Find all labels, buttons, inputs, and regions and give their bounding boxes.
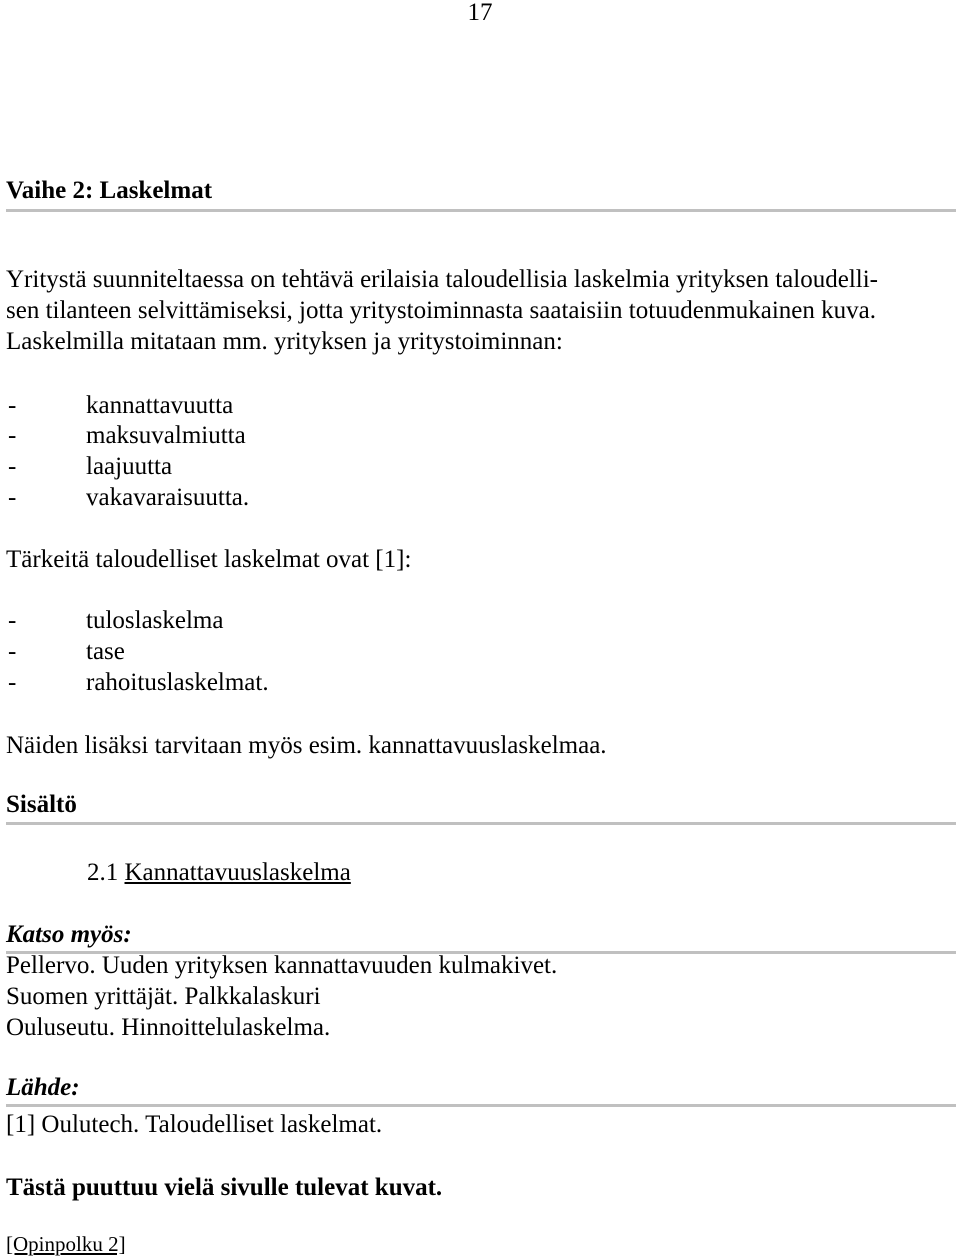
contents-title: Sisältö: [6, 791, 77, 818]
see-also-item[interactable]: Ouluseutu. Hinnoittelulaskelma.: [6, 1014, 331, 1041]
sources-divider: [6, 1104, 956, 1107]
source-item[interactable]: [1] Oulutech. Taloudelliset laskelmat.: [6, 1111, 383, 1138]
list-bullet: -: [8, 638, 17, 665]
contents-item-number: 2.1: [87, 859, 119, 886]
list-bullet: -: [8, 422, 17, 449]
list-bullet: -: [8, 453, 17, 480]
missing-images-note: Tästä puuttuu vielä sivulle tulevat kuvat.: [6, 1174, 443, 1201]
list-item-text: tuloslaskelma: [86, 607, 224, 634]
list-item-text: kannattavuutta: [86, 392, 234, 419]
intro-line: Laskelmilla mitataan mm. yrityksen ja yritystoiminnan:: [6, 328, 563, 355]
list-bullet: -: [8, 392, 17, 419]
intro-line: Yritystä suunniteltaessa on tehtävä erilaisia taloudellisia laskelmia yrityksen taloudelli-: [6, 266, 878, 293]
intro-line: sen tilanteen selvittämiseksi, jotta yritystoiminnasta saataisiin totuudenmukainen kuva.: [6, 297, 876, 324]
list-item-text: rahoituslaskelmat.: [86, 669, 269, 696]
list-item-text: maksuvalmiutta: [86, 422, 246, 449]
additional-note: Näiden lisäksi tarvitaan myös esim. kannattavuuslaskelmaa.: [6, 732, 607, 759]
important-intro: Tärkeitä taloudelliset laskelmat ovat [1]:: [6, 546, 412, 573]
list-bullet: -: [8, 607, 17, 634]
see-also-item[interactable]: Suomen yrittäjät. Palkkalaskuri: [6, 983, 321, 1010]
list-item-text: tase: [86, 638, 125, 665]
sources-title: Lähde:: [6, 1074, 80, 1101]
contents-item-link[interactable]: Kannattavuuslaskelma: [124, 859, 351, 886]
page-number: 17: [467, 0, 493, 26]
contents-item: [87, 857, 351, 888]
contents-divider: [6, 822, 956, 825]
section-title: Vaihe 2: Laskelmat: [6, 177, 213, 204]
list-item-text: laajuutta: [86, 453, 173, 480]
footer-link-opinpolku[interactable]: [Opinpolku 2]: [6, 1232, 126, 1256]
see-also-item[interactable]: Pellervo. Uuden yrityksen kannattavuuden kulmakivet.: [6, 952, 558, 979]
section-divider: [6, 209, 956, 212]
list-bullet: -: [8, 669, 17, 696]
list-item-text: vakavaraisuutta.: [86, 484, 250, 511]
see-also-title: Katso myös:: [6, 921, 132, 948]
list-bullet: -: [8, 484, 17, 511]
